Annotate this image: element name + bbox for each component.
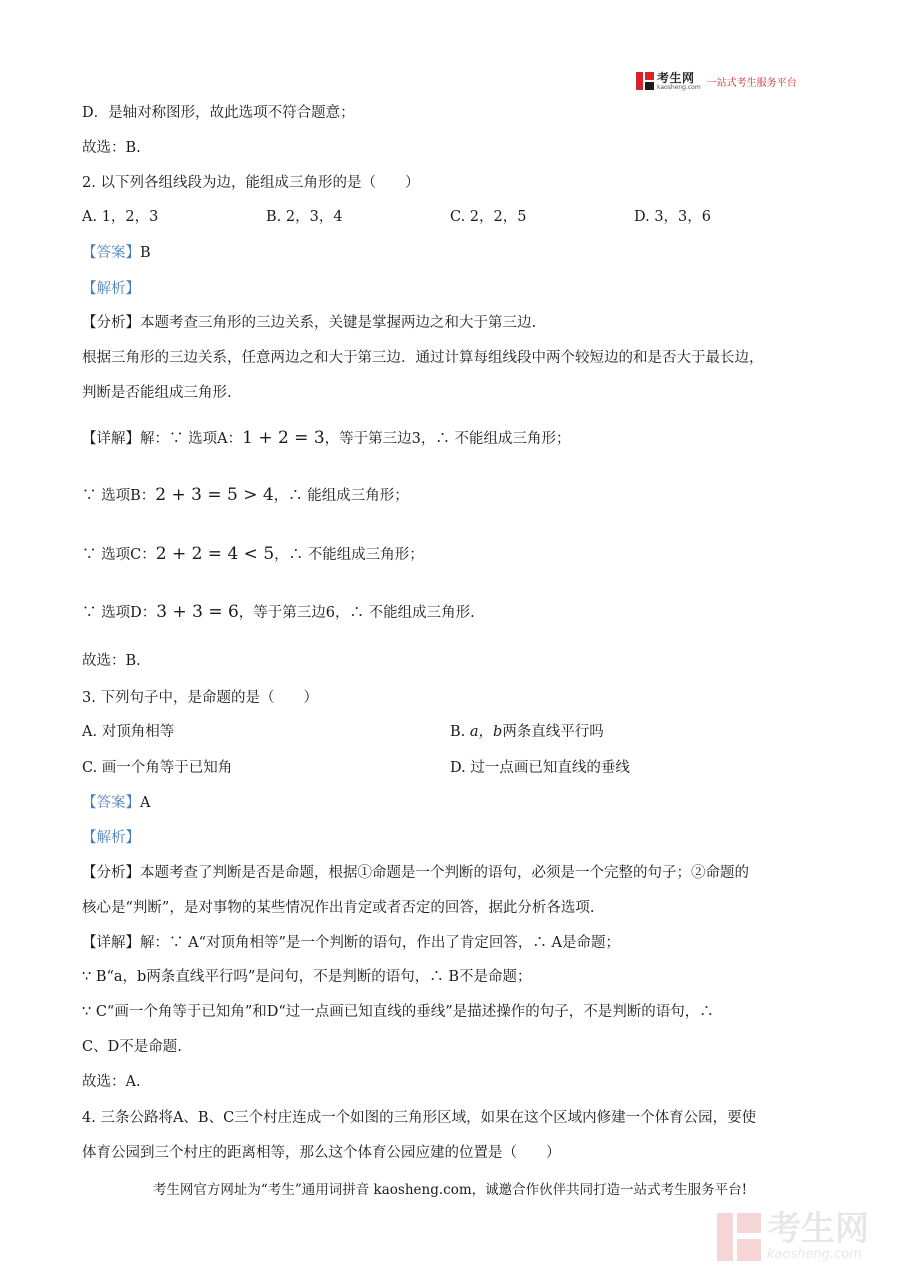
watermark-name: 考生网: [767, 1209, 869, 1249]
q3-analysis-2: 核心是“判断”，是对事物的某些情况作出肯定或者否定的回答，据此分析各选项.: [82, 900, 595, 916]
q2-detail-b: ∵ 选项B：2 + 3 = 5 > 4，∴ 能组成三角形；: [82, 485, 409, 505]
kaosheng-watermark-icon: [717, 1213, 761, 1261]
watermark-domain: kaosheng.com: [767, 1247, 862, 1262]
q3-final-answer: 故选：A.: [82, 1074, 141, 1090]
q3-option-a: A. 对顶角相等: [82, 724, 175, 740]
q2-option-d: D. 3，3，6: [634, 209, 712, 225]
answer-tag: 【答案】: [82, 795, 140, 811]
q3-detail-2: ∵ B“a，b两条直线平行吗”是问句，不是判断的语句，∴ B不是命题；: [82, 969, 532, 985]
q2-analysis-1: 【分析】本题考查三角形的三边关系，关键是掌握两边之和大于第三边.: [82, 315, 537, 331]
logo-slogan: 一站式考生服务平台: [706, 77, 797, 89]
q4-stem-line-2: 体育公园到三个村庄的距离相等，那么这个体育公园应建的位置是（ ）: [82, 1145, 561, 1161]
q2-final-answer: 故选：B.: [82, 653, 141, 669]
q2-analysis-2: 根据三角形的三边关系，任意两边之和大于第三边．通过计算每组线段中两个较短边的和是否大于最长边，: [82, 350, 764, 366]
q2-answer: [82, 243, 151, 263]
q2-detail-c: ∵ 选项C：2 + 2 = 4 < 5，∴ 不能组成三角形；: [82, 544, 424, 564]
logo-domain: kaosheng.com: [657, 83, 701, 91]
page-footer: 考生网官方网址为“考生”通用词拼音 kaosheng.com，诚邀合作伙伴共同打造一站式考生服务平台!: [152, 1182, 748, 1198]
q1-final-answer: 故选：B.: [82, 140, 141, 156]
q3-detail-4: C、D不是命题.: [82, 1039, 182, 1055]
q2-option-c: C. 2，2，5: [450, 209, 527, 225]
q2-jiexi-tag: 【解析】: [82, 281, 140, 297]
q2-analysis-3: 判断是否能组成三角形.: [82, 385, 232, 401]
q3-option-b: B. a，b两条直线平行吗: [450, 724, 604, 740]
kaosheng-logo-icon: [636, 72, 654, 90]
logo-name: 考生网: [657, 70, 695, 85]
math-expression: 3 + 3 = 6: [156, 602, 239, 622]
q3-jiexi-tag: 【解析】: [82, 830, 140, 846]
q3-detail-3: ∵ C“画一个角等于已知角”和D“过一点画已知直线的垂线”是描述操作的句子，不是判断的语句，∴: [82, 1004, 714, 1020]
q2-option-a: A. 1，2，3: [82, 209, 159, 225]
q3-detail-1: 【详解】解：∵ A“对顶角相等”是一个判断的语句，作出了肯定回答，∴ A是命题；: [82, 935, 620, 951]
q3-stem: 3. 下列句子中，是命题的是（ ）: [82, 690, 318, 706]
q3-analysis-1: 【分析】本题考查了判断是否是命题，根据①命题是一个判断的语句，必须是一个完整的句子；②命题的: [82, 865, 749, 881]
math-expression: 2 + 2 = 4 < 5: [155, 544, 275, 564]
q2-detail-d: ∵ 选项D：3 + 3 = 6，等于第三边6，∴ 不能组成三角形.: [82, 602, 475, 622]
q4-stem-line-1: 4. 三条公路将A、B、C三个村庄连成一个如图的三角形区域，如果在这个区域内修建一个体育公园，要使: [82, 1110, 757, 1126]
q3-answer: [82, 793, 150, 813]
q2-option-b: B. 2，3，4: [266, 209, 343, 225]
header-logo[interactable]: [636, 68, 797, 94]
q2-detail-a: 【详解】解：∵ 选项A：1 + 2 = 3，等于第三边3，∴ 不能组成三角形；: [82, 428, 571, 448]
q1-option-d-explanation: D．是轴对称图形，故此选项不符合题意；: [82, 105, 355, 121]
math-expression: 1 + 2 = 3: [242, 428, 325, 448]
q2-stem: 2. 以下列各组线段为边，能组成三角形的是（ ）: [82, 175, 420, 191]
answer-value: B: [140, 245, 151, 261]
q3-option-c: C. 画一个角等于已知角: [82, 760, 233, 776]
answer-value: A: [140, 795, 151, 811]
watermark-logo: [717, 1209, 869, 1262]
q3-option-d: D. 过一点画已知直线的垂线: [450, 760, 630, 776]
answer-tag: 【答案】: [82, 245, 140, 261]
math-expression: 2 + 3 = 5 > 4: [155, 485, 274, 505]
